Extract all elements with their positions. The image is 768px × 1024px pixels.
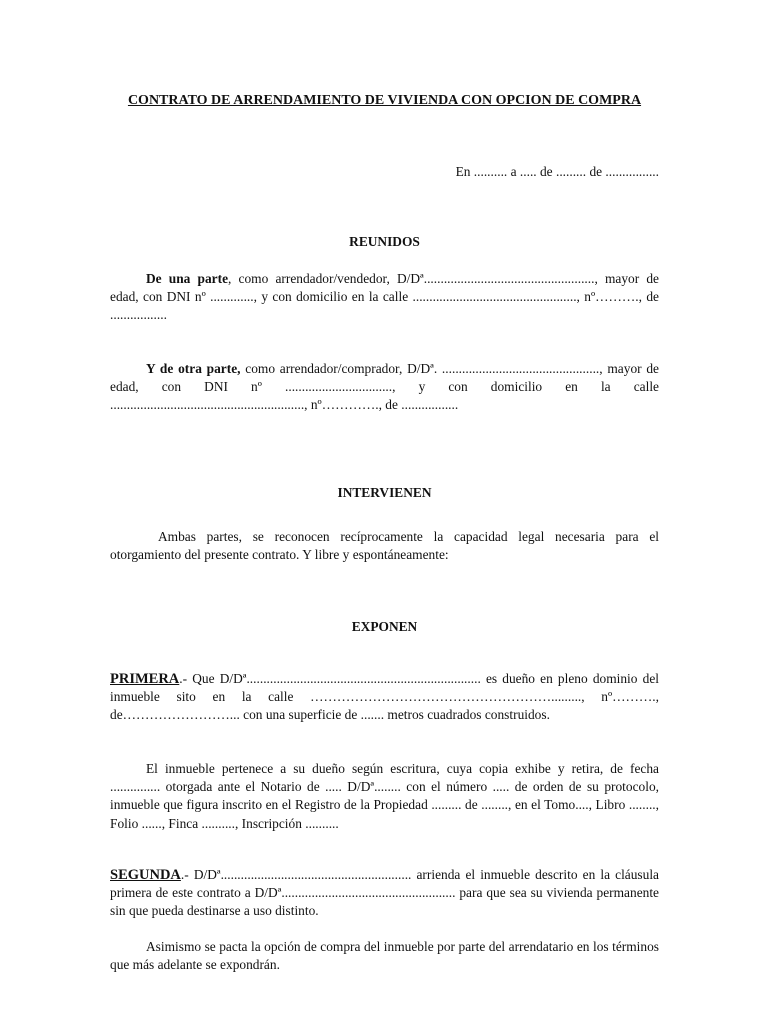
parte-1-lead: De una parte (146, 271, 229, 286)
heading-exponen: EXPONEN (351, 619, 418, 634)
parte-2-lead: Y de otra parte, (146, 361, 241, 376)
paragraph-parte-1 (110, 270, 659, 325)
heading-reunidos: REUNIDOS (349, 234, 420, 249)
primera-text: .- Que D/Dª...................................................................... es dueño en pleno dominio del inmueble sito en la calle ………………………………………………........., nº………., de……………………... con una superficie de ....... metros cuadrados construidos. (110, 671, 659, 723)
segunda-text: .- D/Dª......................................................... arrienda el inmueble descrito en la cláusula primera de este contrato a D/Dª.................................................... para que sea su vivienda permanente sin que pueda destinarse a uso distinto. (110, 867, 659, 919)
paragraph-segunda-2: Asimismo se pacta la opción de compra del inmueble por parte del arrendatario en los términos que más adelante se expondrán. (110, 939, 659, 973)
paragraph-intervienen: Ambas partes, se reconocen recíprocamente la capacidad legal necesaria para el otorgamiento del presente contrato. Y libre y espontáneamente: (110, 529, 659, 563)
parte-2-text: como arrendador/comprador, D/Dª. ..............................................., mayor de edad, con DNI nº ................................, y con domicilio en la calle .........................................................., nº…………., de ................. (110, 361, 659, 413)
paragraph-parte-2 (110, 360, 659, 415)
paragraph-segunda (110, 866, 659, 921)
place-date-line: En .......... a ..... de ......... de ................ (455, 164, 659, 179)
heading-intervienen: INTERVIENEN (337, 485, 432, 500)
paragraph-primera-2: El inmueble pertenece a su dueño según escritura, cuya copia exhibe y retira, de fecha ............... otorgada ante el Notario de ..... D/Dª........ con el número ..... de orden de su protocolo, inmueble que figura inscrito en el Registro de la Propiedad ......... de ........, en el Tomo...., Libro ........, Folio ......, Finca .........., Inscripción .......... (110, 761, 659, 831)
paragraph-primera (110, 670, 659, 725)
primera-lead: PRIMERA (110, 671, 180, 687)
parte-1-text: , como arrendador/vendedor, D/Dª..................................................., mayor de edad, con DNI nº ............., y con domicilio en la calle ................................................., nº………., de ................. (110, 271, 659, 323)
segunda-lead: SEGUNDA (110, 867, 181, 883)
document-title: CONTRATO DE ARRENDAMIENTO DE VIVIENDA CON OPCION DE COMPRA (127, 93, 642, 108)
